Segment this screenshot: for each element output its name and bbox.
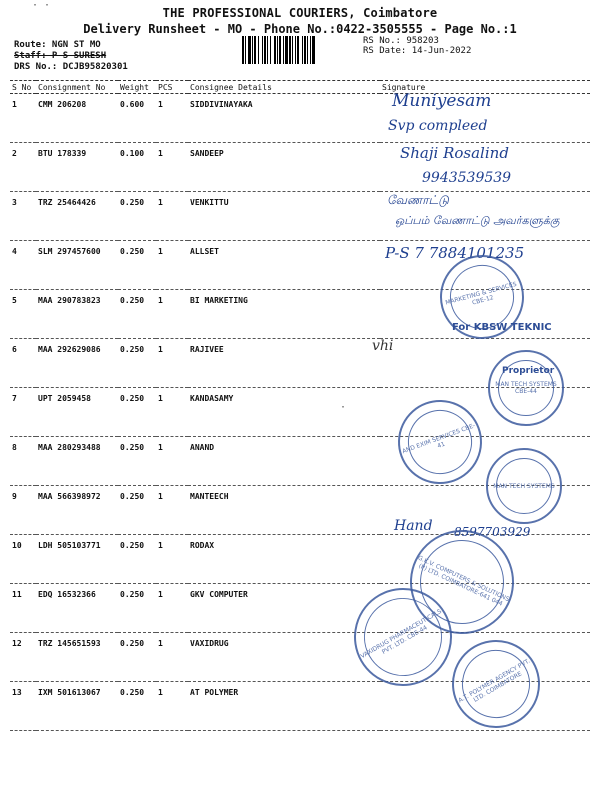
svg-text:வேணாட்டு: வேணாட்டு: [387, 193, 449, 207]
row-sno: 4: [10, 241, 36, 290]
row-weight: 0.250: [118, 633, 156, 682]
row-consignee: VAXIDRUG: [188, 633, 380, 682]
row-weight: 0.250: [118, 682, 156, 731]
row-sno: 3: [10, 192, 36, 241]
row-consignee: VENKITTU: [188, 192, 380, 241]
stamp-mantech-1: MAN TECH SYSTEMS CBE-44: [488, 350, 564, 426]
row-sno: 11: [10, 584, 36, 633]
route: Route: NGN ST MO: [14, 40, 101, 50]
stamp-proprietor: Proprietor: [502, 366, 555, 376]
row-consignment-no: TRZ 25464426: [36, 192, 118, 241]
row-pcs: 1: [156, 535, 188, 584]
row-sno: 9: [10, 486, 36, 535]
col-pcs: PCS: [156, 81, 188, 94]
row-pcs: 1: [156, 486, 188, 535]
stamp-gkv: G.K.V. COMPUTERS & SOLUTIONS (P) LTD. COIMBATORE-641 044: [393, 513, 531, 651]
row-consignee: GKV COMPUTER: [188, 584, 380, 633]
barcode: [242, 36, 360, 64]
svg-text:9943539539: 9943539539: [422, 170, 512, 186]
row-pcs: 1: [156, 633, 188, 682]
row-sno: 5: [10, 290, 36, 339]
drs-number: DRS No.: DCJB95820301: [14, 62, 128, 72]
svg-text:Hand: Hand: [394, 518, 433, 534]
runsheet-subtitle: Delivery Runsheet - MO - Phone No.:0422-3505555 - Page No.:1: [83, 22, 517, 36]
svg-text:Shaji Rosalind: Shaji Rosalind: [400, 144, 509, 162]
row-sno: 10: [10, 535, 36, 584]
row-consignment-no: LDH 505103771: [36, 535, 118, 584]
row-sno: 7: [10, 388, 36, 437]
svg-text:Svp compleed: Svp compleed: [388, 118, 488, 134]
row-sno: 1: [10, 94, 36, 143]
row-pcs: 1: [156, 94, 188, 143]
row-consignee: ALLSET: [188, 241, 380, 290]
row-pcs: 1: [156, 192, 188, 241]
row-consignment-no: EDQ 16532366: [36, 584, 118, 633]
row-consignment-no: MAA 290783823: [36, 290, 118, 339]
barcode-bar: [315, 36, 317, 64]
row-pcs: 1: [156, 143, 188, 192]
col-signature: Signature: [380, 81, 590, 94]
row-pcs: 1: [156, 682, 188, 731]
stamp-mantech-2: MAN TECH SYSTEMS: [486, 448, 562, 524]
row-consignment-no: IXM 501613067: [36, 682, 118, 731]
row-consignee: KANDASAMY: [188, 388, 380, 437]
row-consignee: RODAX: [188, 535, 380, 584]
row-consignment-no: SLM 297457600: [36, 241, 118, 290]
svg-text:P-S 7 7884101235: P-S 7 7884101235: [385, 244, 525, 262]
row-weight: 0.250: [118, 584, 156, 633]
rs-number: RS No.: 958203: [363, 36, 439, 46]
row-consignee: MANTEECH: [188, 486, 380, 535]
row-consignment-no: CMM 206208: [36, 94, 118, 143]
row-pcs: 1: [156, 388, 188, 437]
row-consignee: SANDEEP: [188, 143, 380, 192]
row-weight: 0.100: [118, 143, 156, 192]
row-weight: 0.250: [118, 241, 156, 290]
row-weight: 0.250: [118, 192, 156, 241]
row-consignment-no: MAA 292629086: [36, 339, 118, 388]
stamp-exim: AND EXIM SERVICES CBE-41: [386, 388, 494, 496]
row-sno: 2: [10, 143, 36, 192]
svg-text:8597703929: 8597703929: [454, 525, 531, 539]
stamp-vaxidrug: VAXIDRUG PHARMACEUTICALS PVT. LTD. CBE-44: [336, 570, 470, 704]
handwritten-signatures-top: [380, 90, 580, 200]
handwritten-vhi: [368, 330, 428, 360]
col-consignee: Consignee Details: [188, 81, 380, 94]
row-consignment-no: UPT 2059458: [36, 388, 118, 437]
row-pcs: 1: [156, 584, 188, 633]
row-weight: 0.250: [118, 290, 156, 339]
rs-date: RS Date: 14-Jun-2022: [363, 46, 472, 56]
svg-text:ஒப்பம் வேணாட்டு அவர்களுக்கு: ஒப்பம் வேணாட்டு அவர்களுக்கு: [395, 214, 560, 227]
row-consignment-no: TRZ 145651593: [36, 633, 118, 682]
row-weight: 0.250: [118, 388, 156, 437]
row-consignee: ANAND: [188, 437, 380, 486]
row-sno: 6: [10, 339, 36, 388]
row-weight: 0.250: [118, 535, 156, 584]
svg-text:vhi: vhi: [372, 338, 394, 354]
row-consignment-no: MAA 280293488: [36, 437, 118, 486]
svg-text:Muniyesam: Muniyesam: [392, 91, 492, 111]
scan-mark: · ·: [32, 0, 51, 11]
row-consignee: AT POLYMER: [188, 682, 380, 731]
row-consignee: RAJIVEE: [188, 339, 380, 388]
col-weight: Weight: [118, 81, 156, 94]
stamp-marketing: MARKETING & SERVICES CBE-12: [431, 246, 534, 349]
staff: Staff: P S SURESH: [14, 51, 107, 61]
row-sno: 8: [10, 437, 36, 486]
company-title: THE PROFESSIONAL COURIERS, Coimbatore: [162, 6, 438, 20]
row-sno: 12: [10, 633, 36, 682]
row-weight: 0.250: [118, 339, 156, 388]
row-pcs: 1: [156, 339, 188, 388]
row-consignee: BI MARKETING: [188, 290, 380, 339]
row-pcs: 1: [156, 241, 188, 290]
row-weight: 0.600: [118, 94, 156, 143]
col-consignment: Consignment No: [36, 81, 118, 94]
stamp-kbsw: For KBSW TEKNIC: [452, 322, 552, 333]
row-pcs: 1: [156, 437, 188, 486]
row-sno: 13: [10, 682, 36, 731]
row-weight: 0.250: [118, 486, 156, 535]
scan-mark: ·: [340, 402, 347, 413]
row-consignee: SIDDIVINAYAKA: [188, 94, 380, 143]
row-consignment-no: MAA 566398972: [36, 486, 118, 535]
stamp-at-polymer: A.T. POLYMER AGENCY PVT. LTD. COIMBATORE: [436, 624, 556, 744]
col-sno: S No: [10, 81, 36, 94]
row-consignment-no: BTU 178339: [36, 143, 118, 192]
row-weight: 0.250: [118, 437, 156, 486]
row-pcs: 1: [156, 290, 188, 339]
